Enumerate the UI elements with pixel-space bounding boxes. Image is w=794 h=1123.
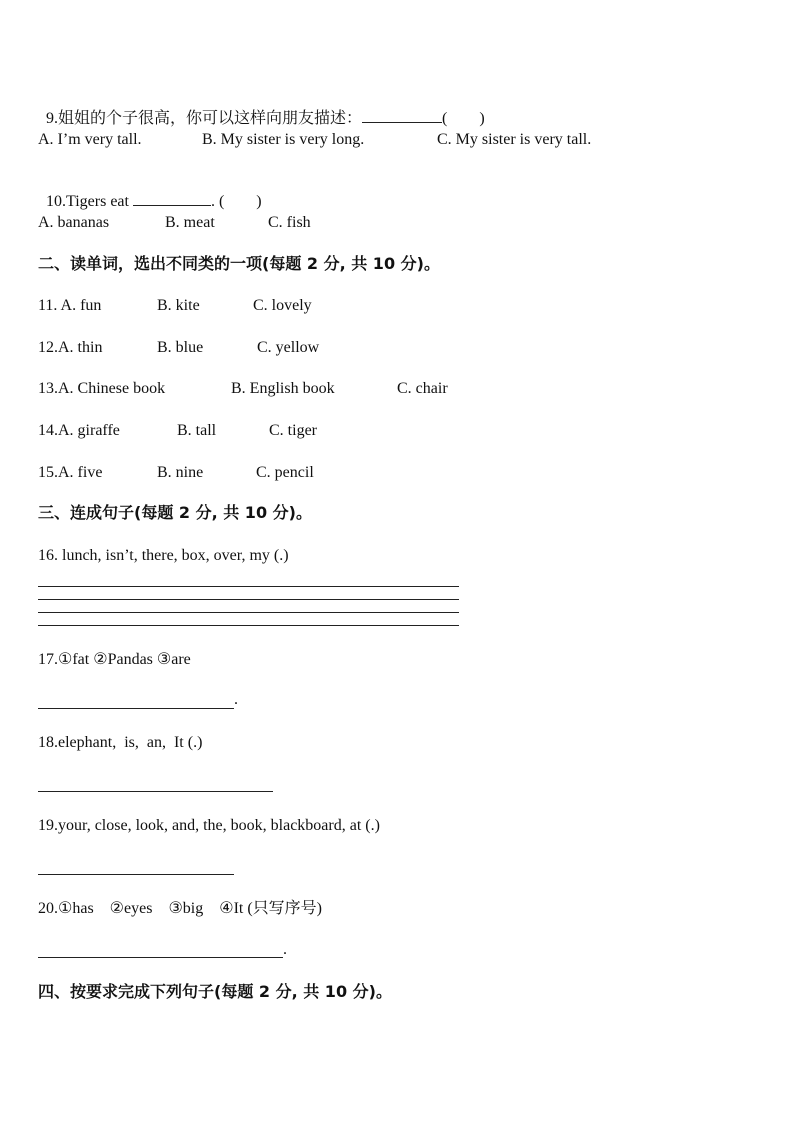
answer-line-16-2[interactable] xyxy=(38,599,459,600)
question-11-option-a: 11. A. fun xyxy=(38,297,102,314)
question-11-option-b: B. kite xyxy=(157,297,200,314)
question-10-option-b: B. meat xyxy=(165,214,215,231)
question-10-text: 10.Tigers eat xyxy=(46,193,133,210)
question-15-option-a: 15.A. five xyxy=(38,464,103,481)
question-18-text: 18.elephant, is, an, It (.) xyxy=(38,734,203,751)
question-17-text: 17.①fat ②Pandas ③are xyxy=(38,651,191,668)
answer-line-16-1[interactable] xyxy=(38,586,459,587)
question-9-bracket: ( ) xyxy=(442,110,485,127)
answer-line-19[interactable] xyxy=(38,874,234,875)
answer-line-16-3[interactable] xyxy=(38,612,459,613)
question-14-option-a: 14.A. giraffe xyxy=(38,422,120,439)
question-13-option-c: C. chair xyxy=(397,380,448,397)
question-12-option-a: 12.A. thin xyxy=(38,339,103,356)
question-9-blank[interactable] xyxy=(362,108,442,123)
question-9-text: 9.姐姐的个子很高，你可以这样向朋友描述： xyxy=(46,110,363,127)
section-4-heading: 四、按要求完成下列句子(每题 2 分, 共 10 分)。 xyxy=(38,982,392,1001)
question-19-text: 19.your, close, look, and, the, book, blackboard, at (.) xyxy=(38,817,380,834)
answer-line-17-period: . xyxy=(234,691,238,708)
question-15-option-c: C. pencil xyxy=(256,464,314,481)
question-10-blank[interactable] xyxy=(133,191,211,206)
question-16-text: 16. lunch, isn’t, there, box, over, my (.) xyxy=(38,547,289,564)
question-14-option-b: B. tall xyxy=(177,422,217,439)
section-3-heading: 三、连成句子(每题 2 分, 共 10 分)。 xyxy=(38,503,312,522)
answer-line-16-4[interactable] xyxy=(38,625,459,626)
question-11-option-c: C. lovely xyxy=(253,297,312,314)
question-9-stem xyxy=(38,88,485,129)
question-15-option-b: B. nine xyxy=(157,464,204,481)
answer-line-20-period: . xyxy=(283,941,287,958)
question-10-option-a: A. bananas xyxy=(38,214,110,231)
answer-line-17[interactable] xyxy=(38,708,234,709)
question-10-stem xyxy=(38,171,262,212)
question-13-option-a: 13.A. Chinese book xyxy=(38,380,166,397)
question-10-option-c: C. fish xyxy=(268,214,311,231)
question-20-text: 20.①has ②eyes ③big ④It (只写序号) xyxy=(38,900,323,917)
section-2-heading: 二、读单词，选出不同类的一项(每题 2 分, 共 10 分)。 xyxy=(38,254,440,273)
question-14-option-c: C. tiger xyxy=(269,422,317,439)
answer-line-20[interactable] xyxy=(38,957,283,958)
question-9-option-c: C. My sister is very tall. xyxy=(437,131,592,148)
question-10-bracket: . ( ) xyxy=(210,193,262,210)
question-12-option-b: B. blue xyxy=(157,339,204,356)
question-12-option-c: C. yellow xyxy=(257,339,320,356)
answer-line-18[interactable] xyxy=(38,791,273,792)
question-9-option-b: B. My sister is very long. xyxy=(202,131,365,148)
question-9-option-a: A. I’m very tall. xyxy=(38,131,142,148)
question-13-option-b: B. English book xyxy=(231,380,335,397)
